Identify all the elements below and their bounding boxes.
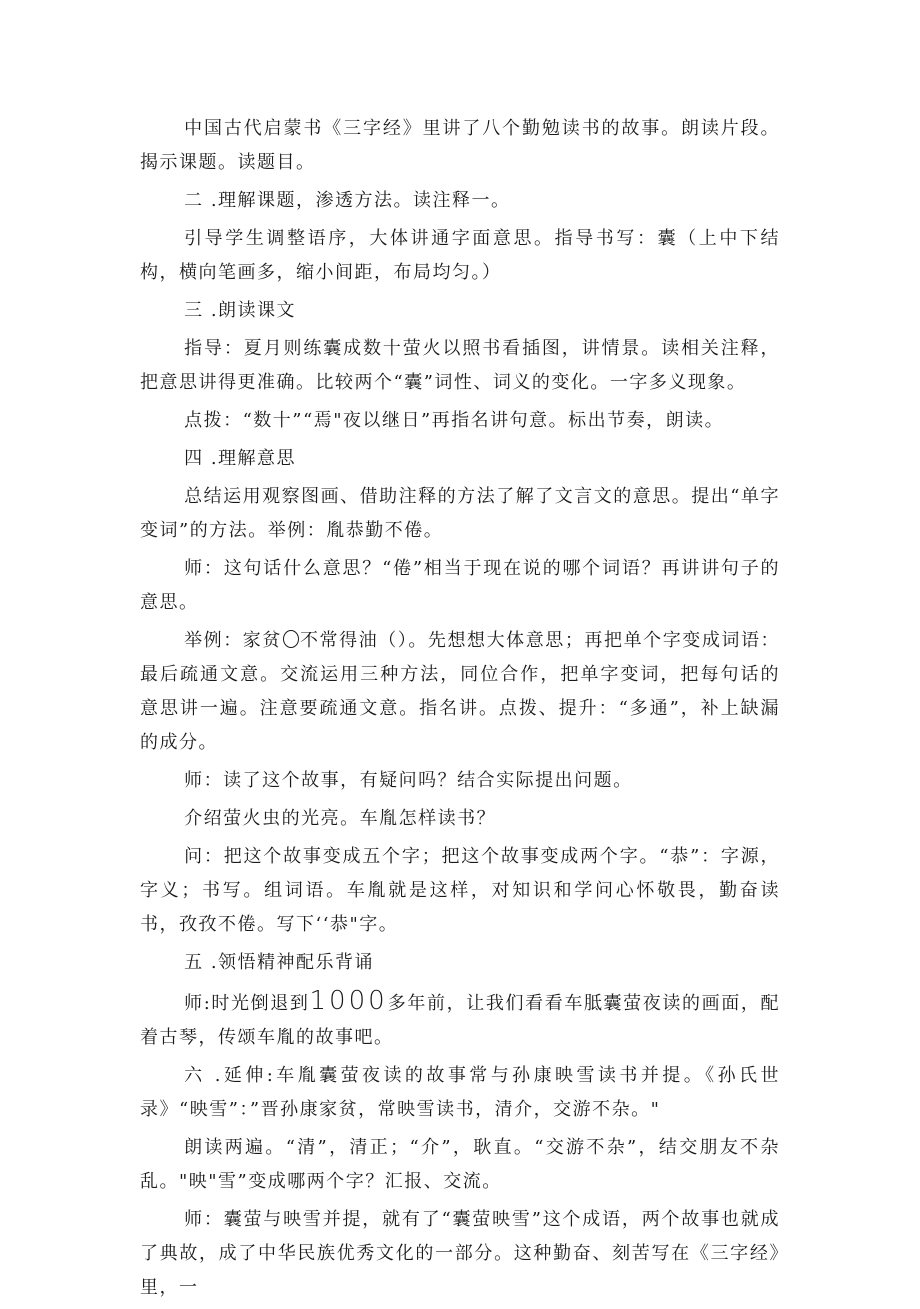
paragraph-guide-word-order: 引导学生调整语序，大体讲通字面意思。指导书写：囊（上中下结构，横向笔画多，缩小间距，布局均匀。） [140,228,780,283]
paragraph-teacher-question: 师：这句话什么意思？“倦”相当于现在说的哪个词语？再讲讲句子的意思。 [140,558,780,613]
section-heading-2: 二 .理解课题，渗透方法。读注释一。 [184,190,511,211]
paragraph-tips: 点拨：“数十”“焉"夜以继日”再指名讲句意。标出节奏，朗读。 [184,410,725,431]
paragraph-summary: 总结运用观察图画、借助注释的方法了解了文言文的意思。提出“单字变词”的方法。举例：胤恭勤不倦。 [140,486,780,541]
paragraph-guidance: 指导：夏月则练囊成数十萤火以照书看插图，讲情景。读相关注释，把意思讲得更准确。比较两个“囊”词性、词义的变化。一字多义现象。 [140,338,780,393]
time-back-rest: 多年前，让我们看看车胝囊萤夜读的画面，配着古琴，传颂车胤的故事吧。 [140,993,780,1048]
time-back-start: 师:时光倒退到 [184,993,310,1014]
paragraph-example [140,624,780,760]
paragraph-extension: 六 .延伸:车胤囊萤夜读的故事常与孙康映雪读书并提。《孙氏世录》“映雪”：”晋孙康家贫，常映雪读书，清介，交游不杂。" [140,1065,780,1120]
paragraph-intro: 中国古代启蒙书《三字经》里讲了八个勤勉读书的故事。朗读片段。揭示课题。读题目。 [140,118,780,173]
example-text-rest: 不常得油（）。先想想大体意思；再把单个字变成词语：最后疏通文意。交流运用三种方法，同位合作，把单字变词，把每句话的意思讲一遍。注意要疏通文意。指名讲。点拨、提升：“多通”，补上缺漏的成分。 [140,630,781,753]
section-heading-3: 三 .朗读课文 [184,300,297,321]
paragraph-idiom: 师：囊萤与映雪并提，就有了“囊萤映雪”这个成语，两个故事也就成了典故，成了中华民族优秀文化的一部分。这种勤奋、刻苦写在《三字经》里，一 [140,1209,780,1298]
year-number: 1000 [309,986,388,1016]
paragraph-firefly: 介绍萤火虫的光亮。车胤怎样读书？ [184,808,497,829]
section-heading-5: 五 .领悟精神配乐背诵 [184,952,375,973]
blank-circle-icon [283,630,299,648]
paragraph-teacher-doubt: 师：读了这个故事，有疑问吗？结合实际提出问题。 [184,770,633,791]
example-text-start: 举例：家贫 [184,630,282,651]
paragraph-time-back [140,984,780,1055]
document-page [140,112,780,1309]
paragraph-read-twice: 朗读两遍。“清”，清正；“介”，耿直。“交游不杂”，结交朋友不杂乱。"映"雪”变成哪两个字？汇报、交流。 [140,1137,780,1192]
paragraph-question-respect: 问：把这个故事变成五个字；把这个故事变成两个字。“恭”：字源，字义；书写。组词语。车胤就是这样，对知识和学问心怀敬畏，勤奋读书，孜孜不倦。写下‘‘恭"字。 [140,846,780,935]
section-heading-4: 四 .理解意思 [184,448,297,469]
